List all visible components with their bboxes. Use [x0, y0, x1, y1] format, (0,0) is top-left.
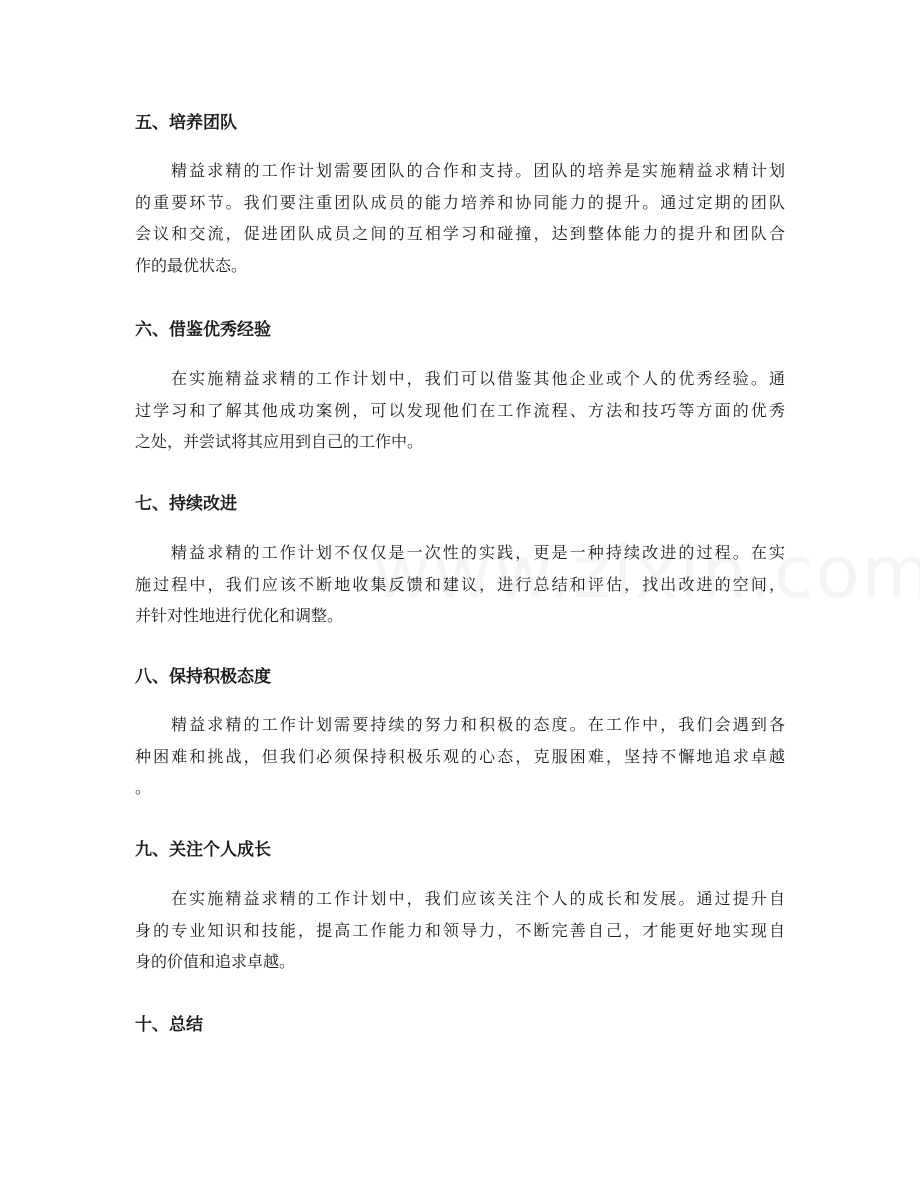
- paragraph-line: 精益求精的工作计划不仅仅是一次性的实践，更是一种持续改进的过程。在实: [171, 543, 785, 562]
- paragraph-line: 会议和交流，促进团队成员之间的互相学习和碰撞，达到整体能力的提升和团队合: [135, 224, 785, 243]
- section-heading-5: 五、培养团队: [135, 113, 237, 133]
- section-heading-7: 七、持续改进: [135, 494, 237, 514]
- section-paragraph-5: [135, 155, 785, 281]
- paragraph-line: 种困难和挑战，但我们必须保持积极乐观的心态，克服困难，坚持不懈地追求卓越: [135, 746, 785, 766]
- section-paragraph-9: [135, 883, 785, 978]
- paragraph-line: 作的最优状态。: [135, 255, 248, 275]
- paragraph-line: 并针对性地进行优化和调整。: [135, 606, 344, 625]
- paragraph-line: 施过程中，我们应该不断地收集反馈和建议，进行总结和评估，找出改进的空间，: [135, 574, 785, 594]
- paragraph-line: 身的价值和追求卓越。: [135, 952, 296, 971]
- paragraph-line: 在实施精益求精的工作计划中，我们应该关注个人的成长和发展。通过提升自: [171, 889, 785, 908]
- section-heading-6: 六、借鉴优秀经验: [135, 320, 271, 340]
- paragraph-line: 在实施精益求精的工作计划中，我们可以借鉴其他企业或个人的优秀经验。通: [171, 369, 785, 388]
- paragraph-line: 之处，并尝试将其应用到自己的工作中。: [135, 432, 424, 451]
- paragraph-line: 过学习和了解其他成功案例，可以发现他们在工作流程、方法和技巧等方面的优秀: [135, 400, 785, 420]
- paragraph-line: 精益求精的工作计划需要团队的合作和支持。团队的培养是实施精益求精计划: [171, 161, 785, 180]
- paragraph-line: 。: [135, 778, 152, 797]
- paragraph-line: 身的专业知识和技能，提高工作能力和领导力，不断完善自己，才能更好地实现自: [135, 920, 785, 940]
- section-paragraph-6: [135, 363, 785, 458]
- section-heading-9: 九、关注个人成长: [135, 840, 271, 860]
- section-heading-8: 八、保持积极态度: [135, 667, 271, 687]
- section-paragraph-8: [135, 709, 785, 804]
- paragraph-line: 的重要环节。我们要注重团队成员的能力培养和协同能力的提升。通过定期的团队: [135, 192, 785, 212]
- paragraph-line: 精益求精的工作计划需要持续的努力和积极的态度。在工作中，我们会遇到各: [171, 715, 785, 734]
- section-heading-10: 十、总结: [135, 1015, 203, 1035]
- section-paragraph-7: [135, 537, 785, 632]
